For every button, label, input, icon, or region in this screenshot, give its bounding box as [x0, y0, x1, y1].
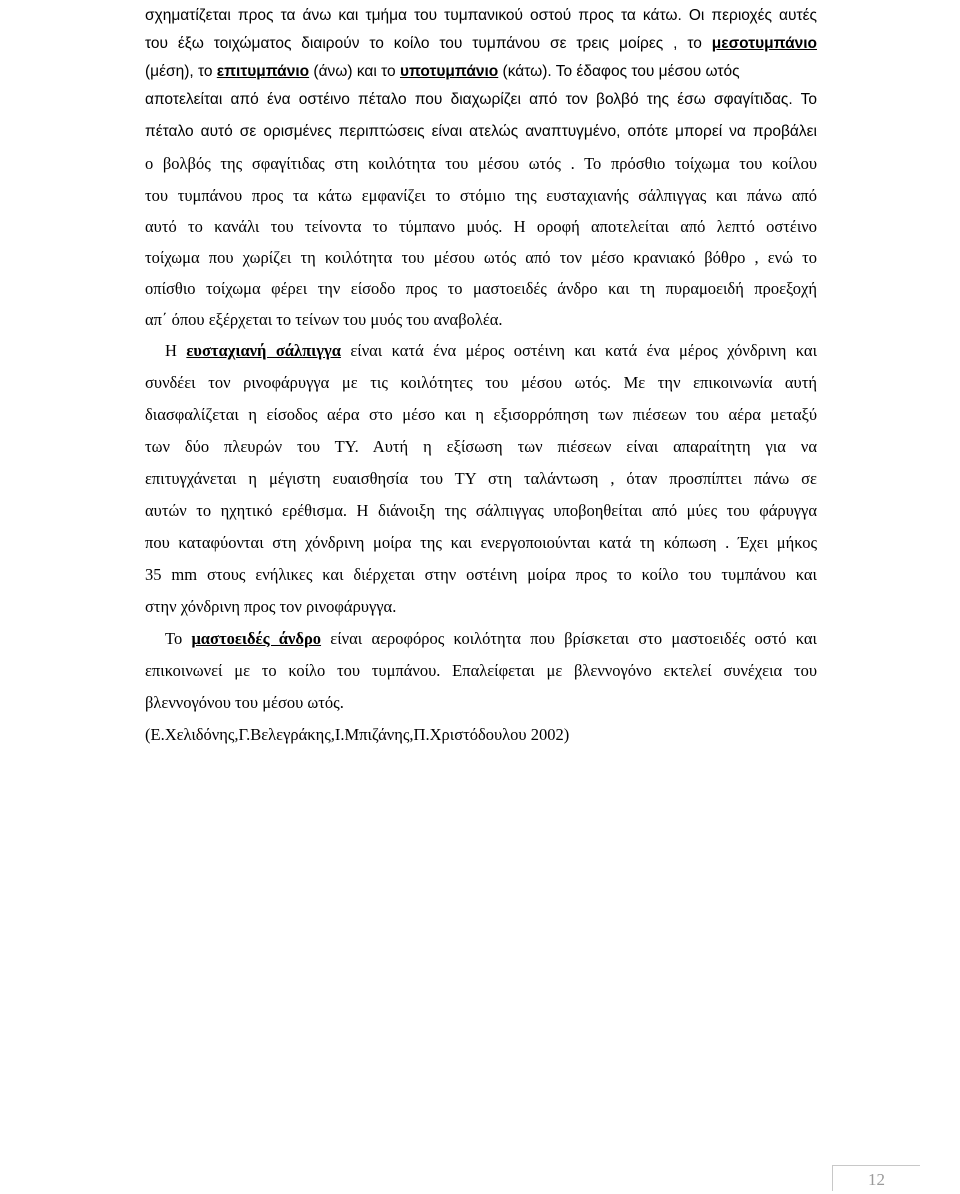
term-mastoid-antrum: μαστοειδές άνδρο [191, 629, 322, 648]
paragraph-1-line-7: του τυμπάνου προς τα κάτω εμφανίζει το στόμιο της ευσταχιανής σάλπιγγας και πάνω από [145, 186, 817, 205]
paragraph-3-line-1: Το μαστοειδές άνδρο είναι αεροφόρος κοιλότητα που βρίσκεται στο μαστοειδές οστό και [165, 629, 817, 648]
term-mesotympanio: μεσοτυμπάνιο [711, 35, 817, 52]
term-epitympanio: επιτυμπάνιο [216, 63, 310, 80]
paragraph-1-line-3: (μέση), το επιτυμπάνιο (άνω) και το υποτυμπάνιο (κάτω). Το έδαφος του μέσου ωτός [145, 63, 740, 80]
paragraph-1-line-5: πέταλο αυτό σε ορισμένες περιπτώσεις είναι ατελώς αναπτυγμένο, οπότε μπορεί να προβάλει [145, 123, 817, 140]
paragraph-1-line-11: απ΄ όπου εξέρχεται το τείνων του μυός του αναβολέα. [145, 310, 503, 329]
paragraph-1-line-9: τοίχωμα που χωρίζει τη κοιλότητα του μέσου ωτός από τον μέσο κρανιακό βόθρο , ενώ το [145, 248, 817, 267]
paragraph-3-line-2: επικοινωνεί με το κοίλο του τυμπάνου. Επαλείφεται με βλεννογόνο εκτελεί συνέχεια του [145, 661, 817, 680]
paragraph-3-line-3: βλεννογόνου του μέσου ωτός. [145, 693, 344, 712]
citation: (Ε.Χελιδόνης,Γ.Βελεγράκης,Ι.Μπιζάνης,Π.Χριστόδουλου 2002) [145, 725, 570, 744]
paragraph-2-line-5: επιτυγχάνεται η μέγιστη ευαισθησία του ΤΥ στη ταλάντωση , όταν προσπίπτει πάνω σε [145, 469, 817, 488]
paragraph-2-line-9: στην χόνδρινη προς τον ρινοφάρυγγα. [145, 597, 397, 616]
paragraph-1-line-1: σχηματίζεται προς τα άνω και τμήμα του τυμπανικού οστού προς τα κάτω. Οι περιοχές αυτές [145, 7, 817, 24]
paragraph-2-line-1: Η ευσταχιανή σάλπιγγα είναι κατά ένα μέρος οστέινη και κατά ένα μέρος χόνδρινη και [165, 341, 818, 360]
paragraph-1-line-6: ο βολβός της σφαγίτιδας στη κοιλότητα του μέσου ωτός . Το πρόσθιο τοίχωμα του κοίλου [145, 154, 817, 173]
paragraph-1-line-10: οπίσθιο τοίχωμα φέρει την είσοδο προς το μαστοειδές άνδρο και τη πυραμοειδή προεξοχή [145, 279, 817, 298]
term-ypotympanio: υποτυμπάνιο [399, 63, 499, 80]
paragraph-2-line-8: 35 mm στους ενήλικες και διέρχεται στην οστέινη μοίρα προς το κοίλο του τυμπάνου και [145, 565, 817, 584]
paragraph-2-line-6: αυτών το ηχητικό ερέθισμα. Η διάνοιξη της σάλπιγγας υποβοηθείται από μύες του φάρυγγα [145, 501, 817, 520]
paragraph-2-line-7: που καταφύονται στη χόνδρινη μοίρα της και ενεργοποιούνται κατά τη κόπωση . Έχει μήκος [145, 533, 817, 552]
term-eustachian-tube: ευσταχιανή σάλπιγγα [186, 341, 341, 360]
paragraph-1-line-2: του έξω τοιχώματος διαιρούν το κοίλο του τυμπάνου σε τρεις μοίρες , το μεσοτυμπάνιο [145, 35, 817, 52]
page-number: 12 [832, 1165, 920, 1191]
paragraph-2-line-2: συνδέει τον ρινοφάρυγγα με τις κοιλότητες του μέσου ωτός. Με την επικοινωνία αυτή [145, 373, 817, 392]
paragraph-2-line-3: διασφαλίζεται η είσοδος αέρα στο μέσο και η εξισορρόπηση των πιέσεων του αέρα μεταξύ [145, 405, 817, 424]
paragraph-1-line-8: αυτό το κανάλι του τείνοντα το τύμπανο μυός. Η οροφή αποτελείται από λεπτό οστέινο [145, 217, 817, 236]
paragraph-2-line-4: των δύο πλευρών του ΤΥ. Αυτή η εξίσωση των πιέσεων είναι απαραίτητη για να [145, 437, 817, 456]
paragraph-1-line-4: αποτελείται από ένα οστέινο πέταλο που διαχωρίζει από τον βολβό της έσω σφαγίτιδας. Το [145, 91, 817, 108]
